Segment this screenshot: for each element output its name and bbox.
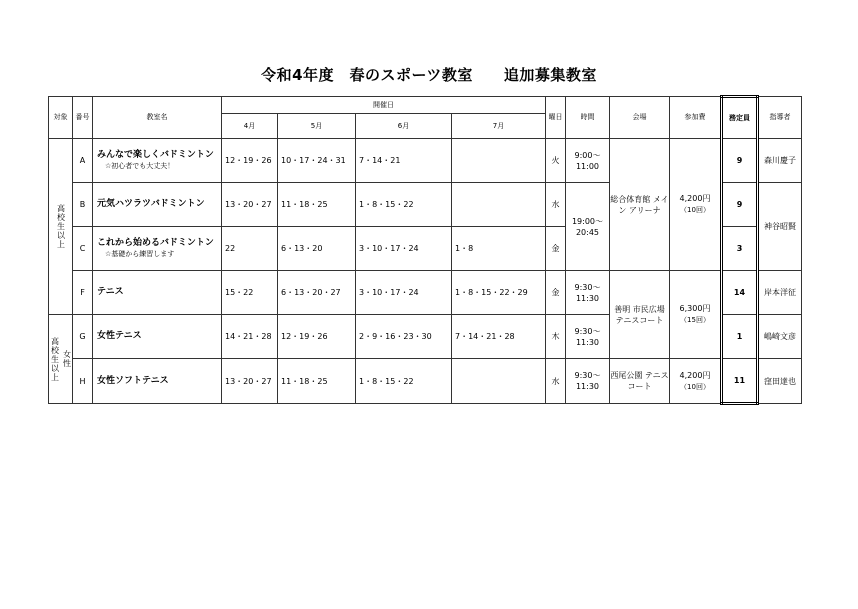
instructor: 嶋崎文彦 [758, 315, 802, 359]
row-number: C [73, 227, 93, 271]
dates-apr: 15・22 [222, 271, 278, 315]
header-fee: 参加費 [670, 97, 722, 139]
dates-jun: 1・8・15・22 [356, 183, 452, 227]
header-number: 番号 [73, 97, 93, 139]
time: 9:30～ 11:30 [566, 271, 610, 315]
fee-amount: 6,300円 [679, 304, 711, 313]
row-number: H [73, 359, 93, 404]
dates-may: 6・13・20・27 [278, 271, 356, 315]
target-label: 高校生以上 [56, 204, 66, 249]
class-name: みんなで楽しくバドミントン [97, 149, 214, 160]
row-number: A [73, 139, 93, 183]
time: 9:00～ 11:00 [566, 139, 610, 183]
dates-apr: 14・21・28 [222, 315, 278, 359]
row-number: F [73, 271, 93, 315]
fee-gym [670, 139, 722, 271]
class-note: ☆初心者でも大丈夫！ [105, 161, 175, 170]
fee-plaza [670, 271, 722, 359]
class-name-cell [93, 227, 222, 271]
header-dates: 開催日 [222, 97, 546, 114]
time: 9:30～ 11:30 [566, 359, 610, 404]
fee-sessions: （15回） [680, 316, 710, 324]
dates-jun: 3・10・17・24 [356, 227, 452, 271]
target-women-label: 女性 [62, 350, 72, 368]
venue-park: 西尾公園 テニスコート [610, 359, 670, 404]
table-row [49, 359, 802, 404]
instructor: 窪田達也 [758, 359, 802, 404]
weekday: 火 [546, 139, 566, 183]
target-label: 高校生以上 [50, 336, 60, 382]
row-number: B [73, 183, 93, 227]
header-venue: 会場 [610, 97, 670, 139]
capacity: 14 [722, 271, 758, 315]
class-name-cell [93, 315, 222, 359]
dates-jul [452, 183, 546, 227]
weekday: 水 [546, 359, 566, 404]
weekday: 木 [546, 315, 566, 359]
header-month-may: 5月 [278, 114, 356, 139]
page-title: 令和4年度 春のスポーツ教室 追加募集教室 [261, 66, 597, 84]
dates-may: 11・18・25 [278, 359, 356, 404]
dates-jul: 1・8・15・22・29 [452, 271, 546, 315]
class-name: 女性テニス [97, 331, 142, 341]
header-weekday: 曜日 [546, 97, 566, 139]
dates-jul: 7・14・21・28 [452, 315, 546, 359]
table-row [49, 271, 802, 315]
class-name-cell [93, 139, 222, 183]
dates-jun: 3・10・17・24 [356, 271, 452, 315]
dates-apr: 22 [222, 227, 278, 271]
instructor: 森川慶子 [758, 139, 802, 183]
table-row [49, 139, 802, 183]
instructor: 岸本洋征 [758, 271, 802, 315]
class-name: 元気ハツラツバドミントン [97, 199, 205, 209]
header-time: 時間 [566, 97, 610, 139]
header-instructor: 指導者 [758, 97, 802, 139]
class-name-cell [93, 359, 222, 404]
time-evening: 19:00～ 20:45 [566, 183, 610, 271]
weekday: 金 [546, 271, 566, 315]
target-high-school [49, 139, 73, 315]
time: 9:30～ 11:30 [566, 315, 610, 359]
class-name-cell [93, 271, 222, 315]
dates-jun: 7・14・21 [356, 139, 452, 183]
capacity: 11 [722, 359, 758, 404]
capacity: 9 [722, 183, 758, 227]
class-name: 女性ソフトテニス [97, 375, 169, 386]
dates-apr: 13・20・27 [222, 359, 278, 404]
venue-plaza: 善明 市民広場 テニスコート [610, 271, 670, 359]
header-capacity: 務定員 [722, 97, 758, 139]
fee-park [670, 359, 722, 404]
dates-may: 11・18・25 [278, 183, 356, 227]
header-month-jul: 7月 [452, 114, 546, 139]
class-name: これから始めるバドミントン [97, 237, 214, 248]
header-target: 対象 [49, 97, 73, 139]
fee-amount: 4,200円 [679, 370, 711, 380]
weekday: 金 [546, 227, 566, 271]
header-row [49, 97, 802, 114]
class-name: テニス [97, 287, 124, 297]
fee-amount: 4,200円 [679, 194, 711, 203]
venue-gym: 総合体育館 メイン アリーナ [610, 139, 670, 271]
header-class-name: 教室名 [93, 97, 222, 139]
dates-may: 12・19・26 [278, 315, 356, 359]
row-number: G [73, 315, 93, 359]
dates-jul [452, 359, 546, 404]
class-note: ☆基礎から練習します [105, 249, 175, 258]
fee-sessions: （10回） [680, 206, 710, 214]
instructor-shared: 神谷昭賢 [758, 183, 802, 271]
fee-sessions: （10回） [680, 382, 710, 391]
dates-apr: 12・19・26 [222, 139, 278, 183]
target-women [49, 315, 73, 404]
header-month-jun: 6月 [356, 114, 452, 139]
class-schedule-table [48, 95, 802, 405]
dates-jun: 2・9・16・23・30 [356, 315, 452, 359]
dates-jul [452, 139, 546, 183]
capacity: 1 [722, 315, 758, 359]
capacity: 9 [722, 139, 758, 183]
weekday: 水 [546, 183, 566, 227]
dates-may: 6・13・20 [278, 227, 356, 271]
capacity: 3 [722, 227, 758, 271]
dates-jul: 1・8 [452, 227, 546, 271]
dates-apr: 13・20・27 [222, 183, 278, 227]
class-name-cell [93, 183, 222, 227]
header-month-apr: 4月 [222, 114, 278, 139]
dates-jun: 1・8・15・22 [356, 359, 452, 404]
dates-may: 10・17・24・31 [278, 139, 356, 183]
